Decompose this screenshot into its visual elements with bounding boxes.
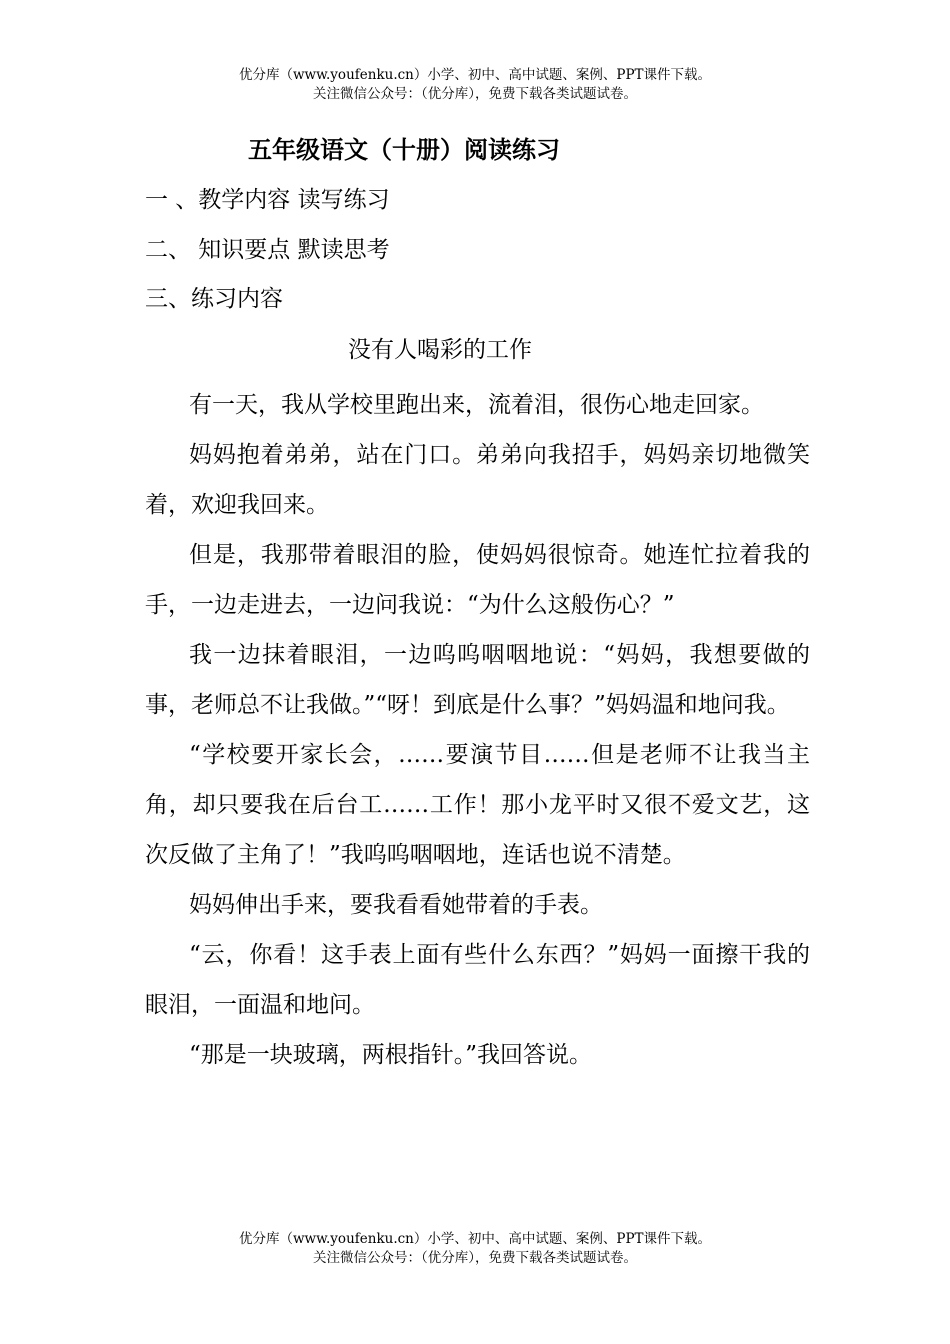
story-body: [145, 380, 810, 1080]
paragraph: 我一边抹着眼泪，一边呜呜咽咽地说：“妈妈，我想要做的事，老师总不让我做。”“呀！到底是什么事？”妈妈温和地问我。: [145, 642, 810, 718]
page-footer: [0, 1230, 950, 1268]
paragraph: 妈妈抱着弟弟，站在门口。弟弟向我招手，妈妈亲切地微笑着，欢迎我回来。: [145, 442, 810, 518]
header-line-2: 关注微信公众号：（优分库），免费下载各类试题试卷。: [313, 86, 637, 102]
outline-item-knowledge-points: 二、 知识要点 默读思考: [145, 237, 390, 263]
outline-item-teaching-content: 一 、教学内容 读写练习: [145, 187, 390, 213]
story-title: 没有人喝彩的工作: [348, 337, 532, 363]
paragraph: 有一天，我从学校里跑出来，流着泪，很伤心地走回家。: [189, 392, 764, 418]
footer-line-1: 优分库（www.youfenku.cn）小学、初中、高中试题、案例、PPT课件下载。: [238, 1231, 712, 1247]
paragraph: “学校要开家长会，……要演节目……但是老师不让我当主角，却只要我在后台工……工作！那小龙平时又很不爱文艺，这次反做了主角了！”我呜呜咽咽地，连话也说不清楚。: [145, 742, 810, 868]
document-title: 五年级语文（十册）阅读练习: [248, 135, 560, 164]
paragraph: “那是一块玻璃，两根指针。”我回答说。: [189, 1042, 593, 1068]
paragraph: “云，你看！这手表上面有些什么东西？”妈妈一面擦干我的眼泪，一面温和地问。: [145, 942, 810, 1018]
footer-line-2: 关注微信公众号：（优分库），免费下载各类试题试卷。: [313, 1250, 637, 1266]
paragraph: 妈妈伸出手来，要我看看她带着的手表。: [189, 892, 603, 918]
header-line-1: 优分库（www.youfenku.cn）小学、初中、高中试题、案例、PPT课件下载。: [238, 67, 712, 83]
page-header: [0, 66, 950, 104]
paragraph: 但是，我那带着眼泪的脸，使妈妈很惊奇。她连忙拉着我的手，一边走进去，一边问我说：“为什么这般伤心？”: [145, 542, 810, 618]
outline-item-practice-content: 三、练习内容: [145, 286, 283, 312]
